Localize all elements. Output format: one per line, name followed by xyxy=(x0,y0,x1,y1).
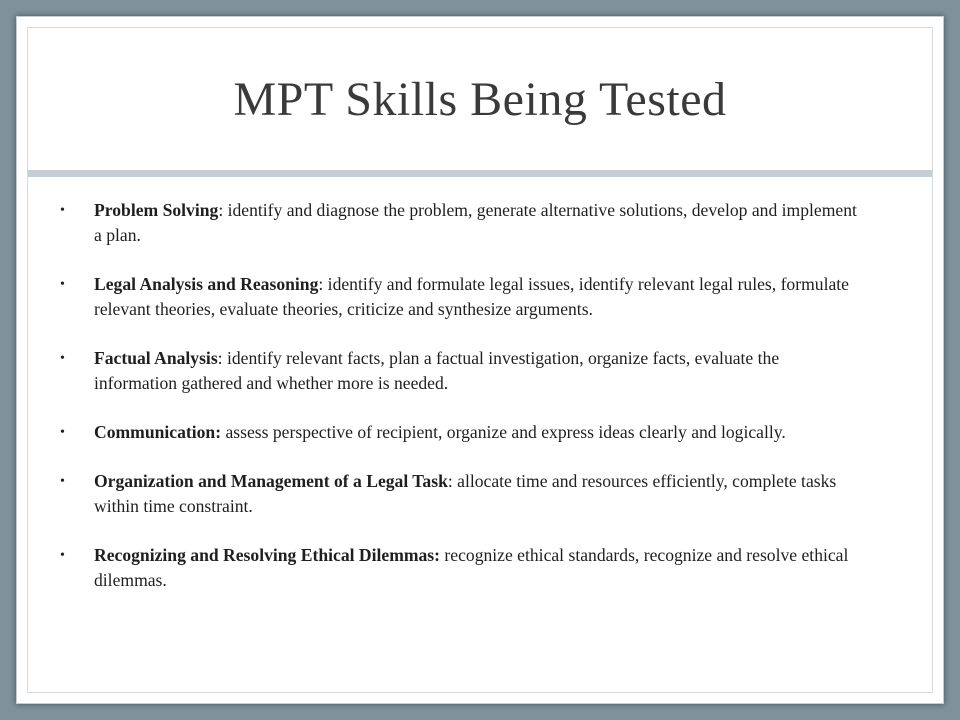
slide-title: MPT Skills Being Tested xyxy=(233,72,727,126)
bullet-ethical-dilemmas xyxy=(58,543,858,593)
bullet-text: identify and diagnose the problem, generate alternative solutions, develop and implement a plan. xyxy=(94,200,857,245)
bullet-organization-management xyxy=(58,469,858,519)
bullet-text: recognize ethical standards, recognize and resolve ethical dilemmas. xyxy=(94,545,849,590)
bullet-dot-icon: • xyxy=(60,474,65,489)
bullet-term: Communication: xyxy=(94,422,222,442)
bullet-text: identify and formulate legal issues, identify relevant legal rules, formulate relevant theories, evaluate theories, criticize and synthesize arguments. xyxy=(94,274,849,319)
bullet-separator: : xyxy=(447,471,453,491)
title-area xyxy=(28,28,932,170)
bullet-dot-icon: • xyxy=(60,425,65,440)
bullet-separator: : xyxy=(218,200,224,220)
bullet-text: identify relevant facts, plan a factual investigation, organize facts, evaluate the information gathered and whether more is needed. xyxy=(94,348,780,393)
bullet-text: allocate time and resources efficiently, complete tasks within time constraint. xyxy=(94,471,837,516)
title-divider-bar xyxy=(28,170,932,177)
bullet-term: Problem Solving xyxy=(94,200,219,220)
bullet-term: Recognizing and Resolving Ethical Dilemmas: xyxy=(94,545,441,565)
bullet-separator: : xyxy=(318,274,324,294)
bullet-dot-icon: • xyxy=(60,203,65,218)
bullet-term: Legal Analysis and Reasoning xyxy=(94,274,319,294)
bullet-list xyxy=(58,198,858,617)
bullet-separator: : xyxy=(217,348,223,368)
bullet-legal-analysis xyxy=(58,272,858,322)
bullet-term: Factual Analysis xyxy=(94,348,218,368)
bullet-dot-icon: • xyxy=(60,548,65,563)
slide-frame xyxy=(16,16,944,704)
bullet-factual-analysis xyxy=(58,346,858,396)
bullet-dot-icon: • xyxy=(60,277,65,292)
bullet-dot-icon: • xyxy=(60,351,65,366)
slide-canvas xyxy=(27,27,933,693)
bullet-text: assess perspective of recipient, organize and express ideas clearly and logically. xyxy=(221,422,786,442)
bullet-problem-solving xyxy=(58,198,858,248)
bullet-term: Organization and Management of a Legal Task xyxy=(94,471,448,491)
bullet-communication xyxy=(58,420,858,445)
